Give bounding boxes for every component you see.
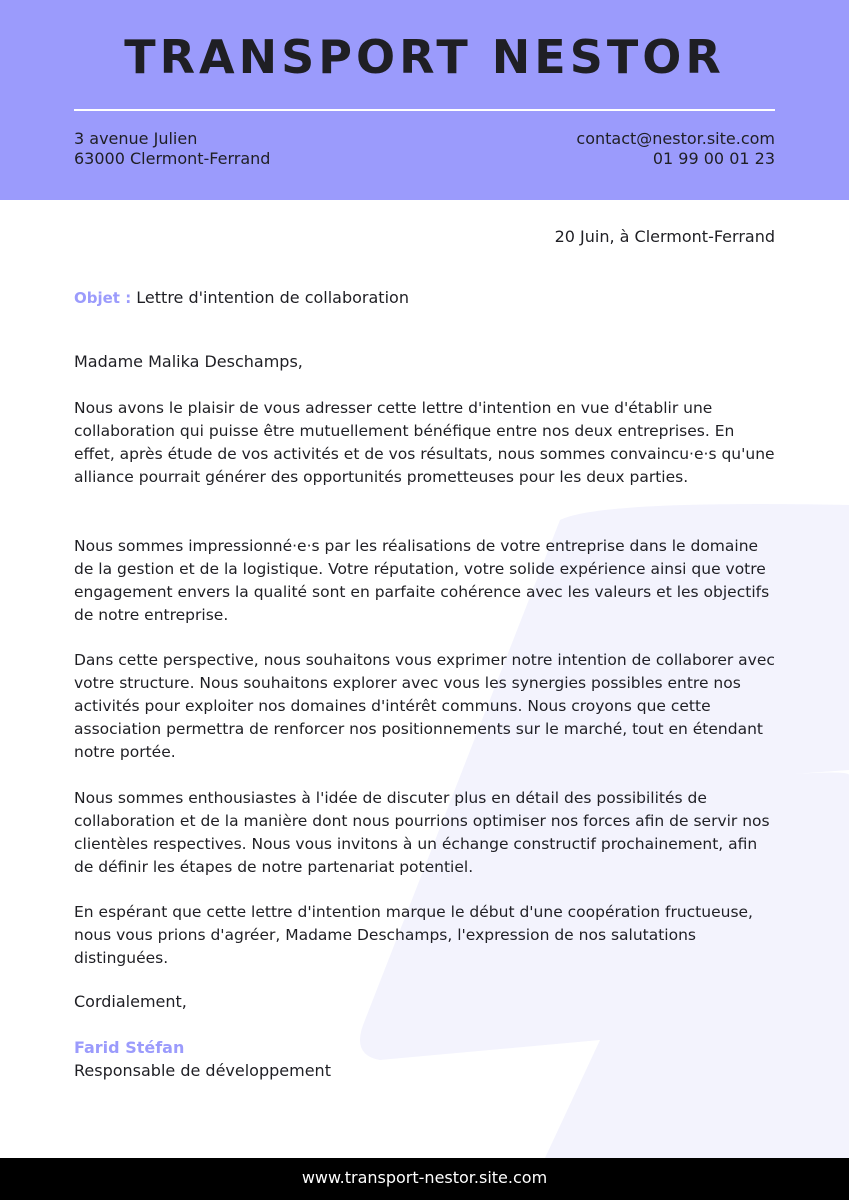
paragraph: Nous sommes impressionné·e·s par les réalisations de votre entreprise dans le domaine de la gestion et de la logistique. Votre réputation, votre solide expérience ainsi que votre engagement envers la qualité sont en parfaite cohérence avec les valeurs et les objectifs de notre entreprise. [74, 537, 770, 624]
header-divider [74, 109, 775, 111]
contact-email[interactable]: contact@nestor.site.com [576, 129, 775, 148]
company-address [74, 129, 270, 169]
subject-label: Objet : [74, 289, 132, 307]
closing: Cordialement, [74, 992, 187, 1011]
company-contact [576, 129, 775, 169]
letter-subject [74, 288, 409, 307]
contact-phone[interactable]: 01 99 00 01 23 [652, 149, 775, 168]
letterhead [0, 0, 849, 200]
address-line-2: 63000 Clermont-Ferrand [74, 149, 271, 168]
paragraph: Nous sommes enthousiastes à l'idée de discuter plus en détail des possibilités de collaboration et de la manière dont nous pourrions optimiser nos forces afin de servir nos clientèles respectives. Nous vous invitons à un échange constructif prochainement, afin de définir les étapes de notre partenariat potentiel. [74, 789, 770, 876]
salutation: Madame Malika Deschamps, [74, 352, 303, 371]
website-link[interactable]: www.transport-nestor.site.com [301, 1168, 548, 1187]
address-line-1: 3 avenue Julien [74, 129, 198, 148]
footer [0, 1158, 849, 1200]
paragraph: En espérant que cette lettre d'intention marque le début d'une coopération fructueuse, nous vous prions d'agréer, Madame Deschamps, l'expression de nos salutations distinguées. [74, 903, 753, 967]
letter-date: 20 Juin, à Clermont-Ferrand [554, 227, 775, 246]
subject-text: Lettre d'intention de collaboration [136, 288, 409, 307]
company-name: TRANSPORT NESTOR [124, 30, 725, 84]
paragraph: Dans cette perspective, nous souhaitons vous exprimer notre intention de collaborer avec votre structure. Nous souhaitons explorer avec vous les synergies possibles entre nos activités pour exploiter nos domaines d'intérêt communs. Nous croyons que cette association permettra de renforcer nos positionnements sur le marché, tout en étendant notre portée. [74, 651, 775, 761]
paragraph: Nous avons le plaisir de vous adresser cette lettre d'intention en vue d'établir une collaboration qui puisse être mutuellement bénéfique entre nos deux entreprises. En effet, après étude de vos activités et de vos résultats, nous sommes convaincu·e·s qu'une alliance pourrait générer des opportunités prometteuses pour les deux parties. [74, 399, 775, 486]
signer-name: Farid Stéfan [74, 1038, 185, 1057]
signer-role: Responsable de développement [74, 1061, 331, 1080]
